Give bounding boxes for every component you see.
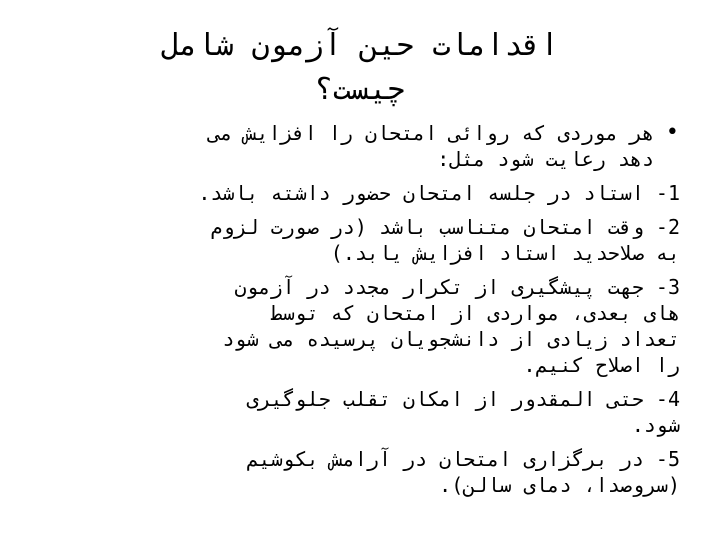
item-3-line-4: را اصلاح کنیم. — [523, 353, 680, 377]
intro-line-2: دهد رعایت شود مثل: — [437, 147, 654, 171]
item-2-line-2: به صلاحدید استاد افزایش یابد.) — [330, 241, 680, 265]
item-3-line-1: 3- جهت پیشگیری از تکرار مجدد در آزمون — [234, 275, 680, 299]
item-3-line-3: تعداد زیادی از دانشجویان پرسیده می شود — [222, 327, 680, 351]
bullet-item — [40, 120, 680, 172]
title-line-1: اقدامات حین آزمون شامل — [161, 28, 559, 63]
item-5-line-1: 5- در برگزاری امتحان در آرامش بکوشیم — [246, 447, 680, 471]
list-item-3 — [40, 274, 680, 378]
slide-title — [40, 24, 680, 112]
item-1-line-1: 1- استاد در جلسه امتحان حضور داشته باشد. — [198, 181, 680, 205]
item-3-line-2: های بعدی، مواردی از امتحان که توسط — [270, 301, 680, 325]
bullet-dot-icon: • — [665, 120, 680, 145]
list-item-2 — [40, 214, 680, 266]
item-5-line-2: (سروصدا، دمای سالن). — [439, 473, 680, 497]
title-line-2: چیست؟ — [314, 72, 406, 107]
item-2-line-1: 2- وقت امتحان متناسب باشد (در صورت لزوم — [210, 215, 680, 239]
item-4-line-1: 4- حتی المقدور از امکان تقلب جلوگیری — [246, 387, 680, 411]
slide-content — [40, 120, 680, 498]
item-4-line-2: شود. — [631, 413, 680, 437]
intro-line-1: هر موردی که روائی امتحان را افزایش می — [208, 121, 654, 145]
list-item-5 — [40, 446, 680, 498]
list-item-4 — [40, 386, 680, 438]
list-item-1 — [40, 180, 680, 206]
